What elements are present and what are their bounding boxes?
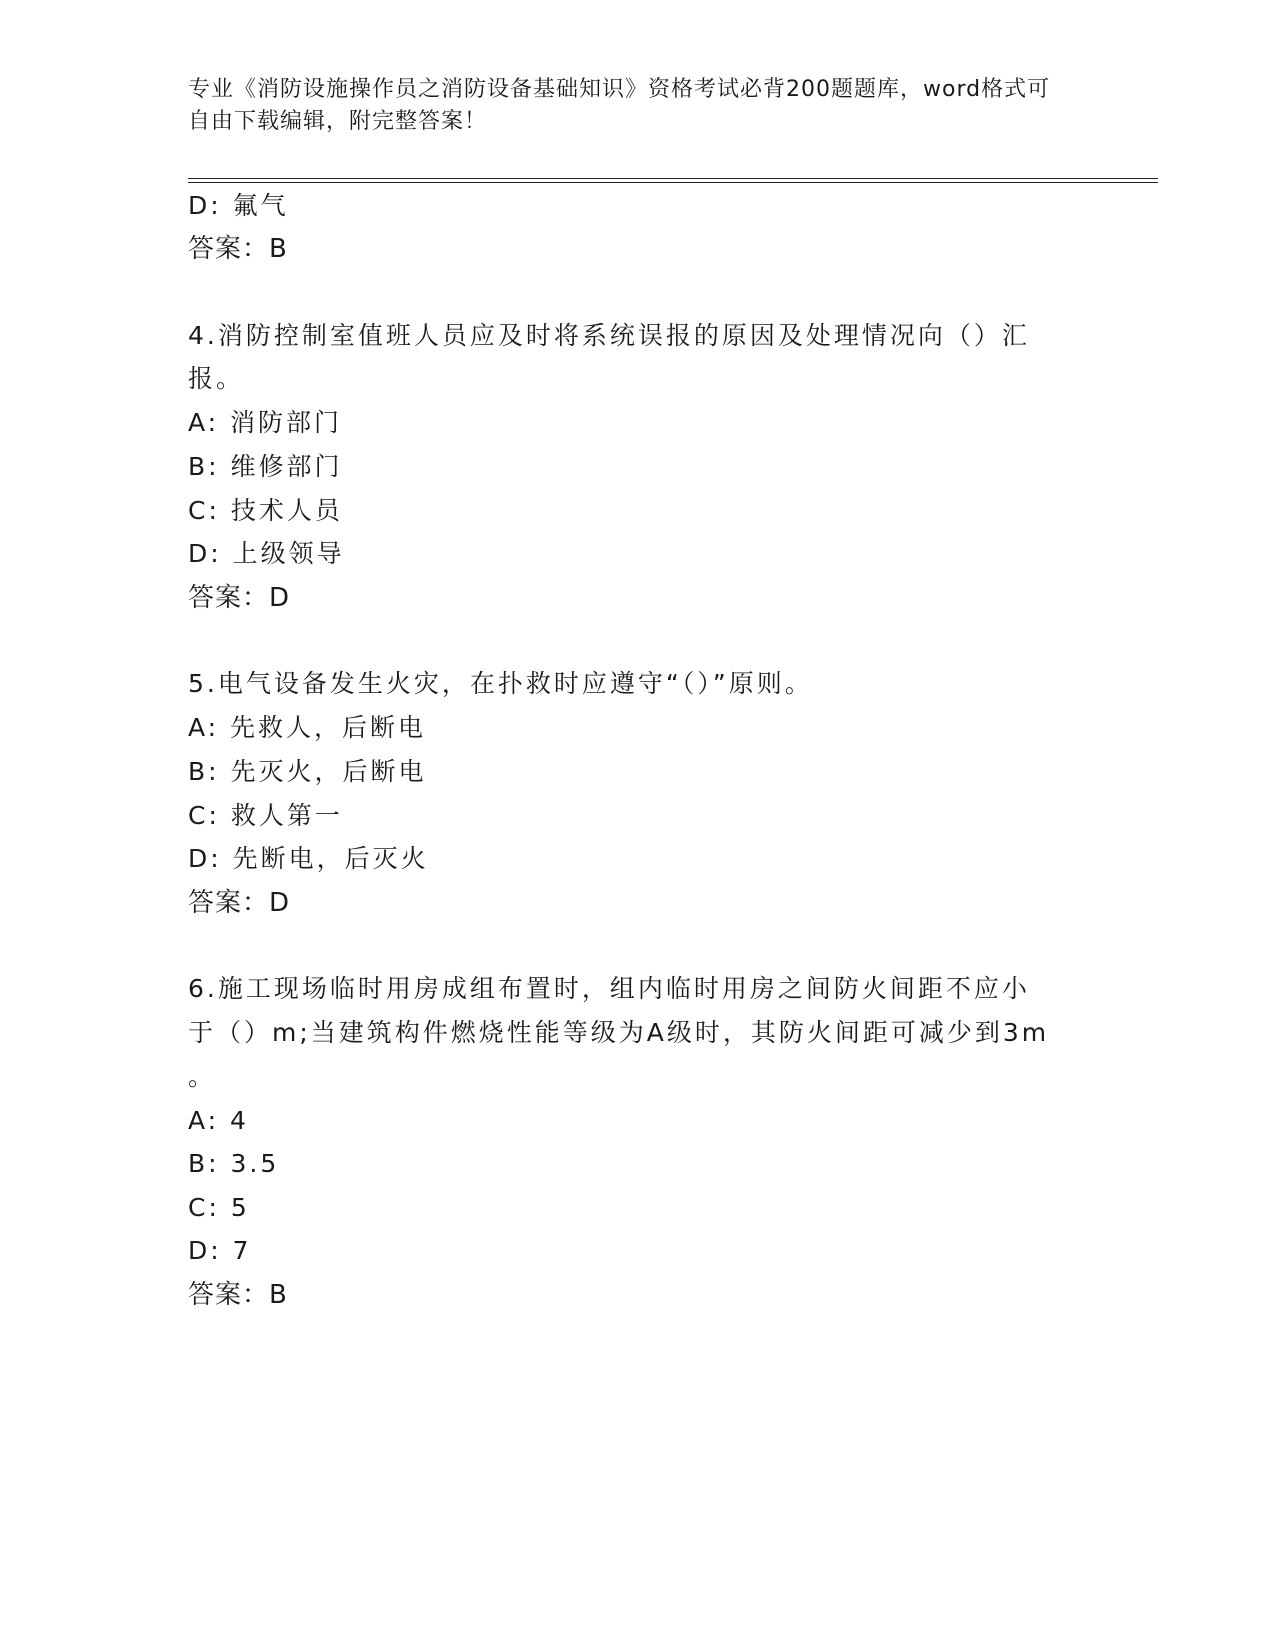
q4-option-c: C: 技术人员 bbox=[188, 496, 343, 525]
q5-stem-line1: 5.电气设备发生火灾，在扑救时应遵守“（）”原则。 bbox=[188, 669, 813, 698]
q6-option-d: D: 7 bbox=[188, 1236, 252, 1265]
q4-stem-line2: 报。 bbox=[188, 364, 245, 393]
q6-answer: 答案：B bbox=[188, 1280, 288, 1310]
q4-option-d: D: 上级领导 bbox=[188, 539, 345, 568]
q4-stem-line1: 4.消防控制室值班人员应及时将系统误报的原因及处理情况向（）汇 bbox=[188, 321, 1030, 350]
q5-answer: 答案：D bbox=[188, 888, 291, 918]
q6-option-b: B: 3.5 bbox=[188, 1149, 280, 1178]
q4-option-a: A: 消防部门 bbox=[188, 408, 343, 437]
header-rule-top bbox=[188, 178, 1158, 179]
q5-option-c: C: 救人第一 bbox=[188, 801, 343, 830]
q6-stem-line1: 6.施工现场临时用房成组布置时，组内临时用房之间防火间距不应小 bbox=[188, 974, 1030, 1003]
document-header: 专业《消防设施操作员之消防设备基础知识》资格考试必背200题题库，word格式可自由下载编辑，附完整答案！ bbox=[188, 77, 1051, 134]
q5-option-b: B: 先灭火，后断电 bbox=[188, 757, 427, 786]
prev-option-d: D: 氟气 bbox=[188, 191, 289, 220]
header-rule-bottom bbox=[188, 182, 1158, 183]
q6-option-a: A: 4 bbox=[188, 1106, 249, 1135]
q6-option-c: C: 5 bbox=[188, 1193, 250, 1222]
q5-option-d: D: 先断电，后灭火 bbox=[188, 844, 429, 873]
q5-option-a: A: 先救人，后断电 bbox=[188, 713, 427, 742]
q4-option-b: B: 维修部门 bbox=[188, 452, 343, 481]
q6-stem-line3: 。 bbox=[188, 1062, 217, 1091]
q4-answer: 答案：D bbox=[188, 583, 291, 613]
prev-answer: 答案：B bbox=[188, 234, 288, 264]
q6-stem-line2: 于（）m;当建筑构件燃烧性能等级为A级时，其防火间距可减少到3m bbox=[188, 1018, 1050, 1047]
